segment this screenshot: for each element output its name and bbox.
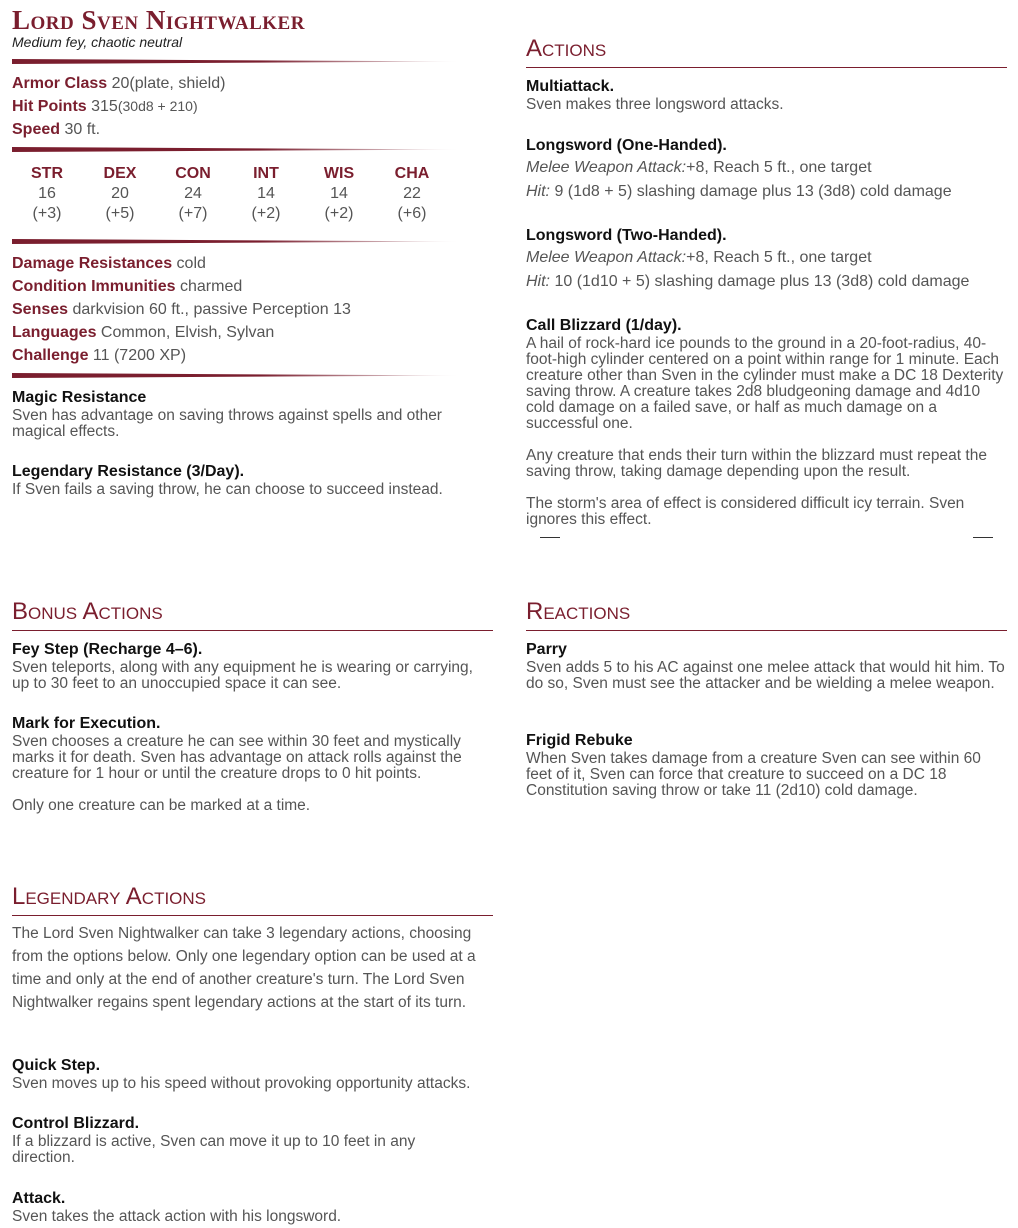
reaction-parry [526, 640, 1006, 692]
action-text: Sven moves up to his speed without provoking opportunity attacks. [12, 1075, 471, 1092]
actions-heading: Actions [526, 35, 1007, 68]
armor-class-note: (plate, shield) [129, 75, 226, 92]
trait-legendary-resistance [12, 462, 482, 498]
reaction-text: Sven adds 5 to his AC against one melee attack that would hit him. To do so, Sven must see the attacker and be wielding a melee weapon. [526, 659, 1005, 692]
condition-immunities-value: charmed [180, 278, 243, 295]
action-name: Call Blizzard (1/day). [526, 317, 682, 334]
column-end-mark [973, 537, 993, 538]
hit-text: 10 (1d10 + 5) slashing damage plus 13 (3d8) cold damage [550, 273, 970, 290]
blizzard-paragraph: Any creature that ends their turn within the blizzard must repeat the saving throw, taking damage depending upon the result. [526, 447, 987, 480]
ability-mod: (+2) [251, 205, 281, 222]
condition-immunities-label: Condition Immunities [12, 278, 176, 295]
ability-score: 16 [38, 185, 56, 202]
ability-name: WIS [323, 165, 355, 182]
bonus-actions-heading: Bonus Actions [12, 598, 493, 631]
ability-cha [377, 164, 447, 224]
action-name: Quick Step. [12, 1057, 101, 1074]
monster-name: Lord Sven Nightwalker [12, 5, 305, 35]
action-name: Longsword (Two-Handed). [526, 227, 727, 244]
ability-mod: (+2) [324, 205, 354, 222]
action-longsword-two [526, 226, 1006, 294]
speed-line [12, 118, 100, 141]
damage-resistances-label: Damage Resistances [12, 255, 173, 272]
ability-name: STR [31, 165, 63, 182]
reaction-name: Frigid Rebuke [526, 732, 633, 749]
legendary-actions-heading: Legendary Actions [12, 883, 493, 916]
hit-text: 9 (1d8 + 5) slashing damage plus 13 (3d8) cold damage [550, 183, 952, 200]
trait-name: Legendary Resistance (3/Day). [12, 463, 245, 480]
bonus-mark-for-execution [12, 714, 492, 814]
attack-type: Melee Weapon Attack: [526, 249, 687, 266]
ability-name: DEX [103, 165, 137, 182]
hit-points-line [12, 95, 198, 118]
blizzard-paragraph: A hail of rock-hard ice pounds to the ground in a 20-foot-radius, 40-foot-high cylinder centered on a point within range for 1 minute. Each creature other than Sven in the cylinder must make a DC 18 Dexterity saving throw. A creature takes 2d8 bludgeoning damage and 4d10 cold damage on a failed save, or half as much damage on a successful one. [526, 335, 1004, 432]
ability-dex [85, 164, 155, 224]
action-call-blizzard [526, 316, 1006, 528]
divider [12, 239, 462, 244]
ability-con [158, 164, 228, 224]
attack-type: Melee Weapon Attack: [526, 159, 687, 176]
action-name: Control Blizzard. [12, 1115, 140, 1132]
armor-class-label: Armor Class [12, 75, 108, 92]
blizzard-paragraph: The storm's area of effect is considered difficult icy terrain. Sven ignores this effect. [526, 495, 965, 528]
trait-text: If Sven fails a saving throw, he can choose to succeed instead. [12, 481, 443, 498]
senses-line [12, 298, 351, 321]
ability-mod: (+5) [105, 205, 135, 222]
hit-label: Hit: [526, 183, 550, 200]
monster-meta: Medium fey, chaotic neutral [12, 34, 183, 50]
trait-text: Sven has advantage on saving throws against spells and other magical effects. [12, 407, 442, 440]
action-text: Sven teleports, along with any equipment he is wearing or carrying, up to 30 feet to an unoccupied space it can see. [12, 659, 473, 692]
challenge-line [12, 344, 186, 367]
damage-resistances-value: cold [176, 255, 206, 272]
hit-label: Hit: [526, 273, 550, 290]
hit-points-note: (30d8 + 210) [117, 98, 198, 114]
ability-name: INT [253, 165, 279, 182]
ability-mod: (+6) [397, 205, 427, 222]
ability-int [231, 164, 301, 224]
armor-class-line [12, 72, 225, 95]
attack-detail: +8, Reach 5 ft., one target [686, 249, 872, 266]
action-name: Mark for Execution. [12, 715, 161, 732]
damage-resistances-line [12, 252, 206, 275]
action-text: Sven takes the attack action with his longsword. [12, 1208, 342, 1225]
reaction-frigid-rebuke [526, 731, 1006, 799]
ability-score: 14 [257, 185, 275, 202]
speed-label: Speed [12, 121, 61, 138]
languages-line [12, 321, 274, 344]
column-end-mark [540, 537, 560, 538]
ability-score: 14 [330, 185, 348, 202]
action-name: Fey Step (Recharge 4–6). [12, 641, 203, 658]
speed-value: 30 ft. [64, 121, 101, 138]
action-name: Attack. [12, 1190, 66, 1207]
reaction-name: Parry [526, 641, 567, 658]
action-longsword-one [526, 136, 1006, 204]
action-name: Longsword (One-Handed). [526, 137, 727, 154]
attack-detail: +8, Reach 5 ft., one target [686, 159, 872, 176]
senses-value: darkvision 60 ft., passive Perception 13 [72, 301, 351, 318]
ability-str [12, 164, 82, 224]
challenge-label: Challenge [12, 347, 89, 364]
action-name: Multiattack. [526, 78, 615, 95]
ability-score: 22 [403, 185, 421, 202]
reactions-heading: Reactions [526, 598, 1007, 631]
action-text: Sven chooses a creature he can see within 30 feet and mystically marks it for death. Sven has advantage on attack rolls against the creature for 1 hour or until the creature drops to 0 hit points. [12, 733, 462, 782]
divider [12, 59, 462, 64]
trait-name: Magic Resistance [12, 389, 147, 406]
languages-label: Languages [12, 324, 97, 341]
languages-value: Common, Elvish, Sylvan [100, 324, 275, 341]
armor-class-value: 20 [111, 75, 130, 92]
hit-points-label: Hit Points [12, 98, 87, 115]
ability-name: CON [175, 165, 211, 182]
ability-name: CHA [394, 165, 430, 182]
ability-mod: (+7) [178, 205, 208, 222]
ability-wis [304, 164, 374, 224]
legendary-attack [12, 1189, 492, 1225]
hit-points-value: 315 [91, 98, 118, 115]
senses-label: Senses [12, 301, 69, 318]
legendary-control-blizzard [12, 1114, 472, 1166]
action-multiattack [526, 77, 1006, 113]
condition-immunities-line [12, 275, 242, 298]
ability-mod: (+3) [32, 205, 62, 222]
legendary-intro [12, 922, 492, 1014]
trait-magic-resistance [12, 388, 482, 440]
action-text: Sven makes three longsword attacks. [526, 96, 784, 113]
challenge-value: 11 (7200 XP) [92, 347, 187, 364]
divider [12, 373, 462, 378]
action-extra: Only one creature can be marked at a time. [12, 797, 311, 814]
legendary-quick-step [12, 1056, 498, 1092]
legendary-intro-text: The Lord Sven Nightwalker can take 3 legendary actions, choosing from the options below. Only one legendary option can be used at a time and only at the end of another creature's turn. The Lord Sven Nightwalker regains spent legendary actions at the start of its turn. [12, 925, 476, 1011]
action-text: If a blizzard is active, Sven can move it up to 10 feet in any direction. [12, 1133, 416, 1166]
reaction-text: When Sven takes damage from a creature Sven can see within 60 feet of it, Sven can force that creature to succeed on a DC 18 Constitution saving throw or take 11 (2d10) cold damage. [526, 750, 981, 799]
ability-score: 20 [111, 185, 129, 202]
bonus-fey-step [12, 640, 492, 692]
divider [12, 147, 462, 152]
ability-score: 24 [184, 185, 202, 202]
